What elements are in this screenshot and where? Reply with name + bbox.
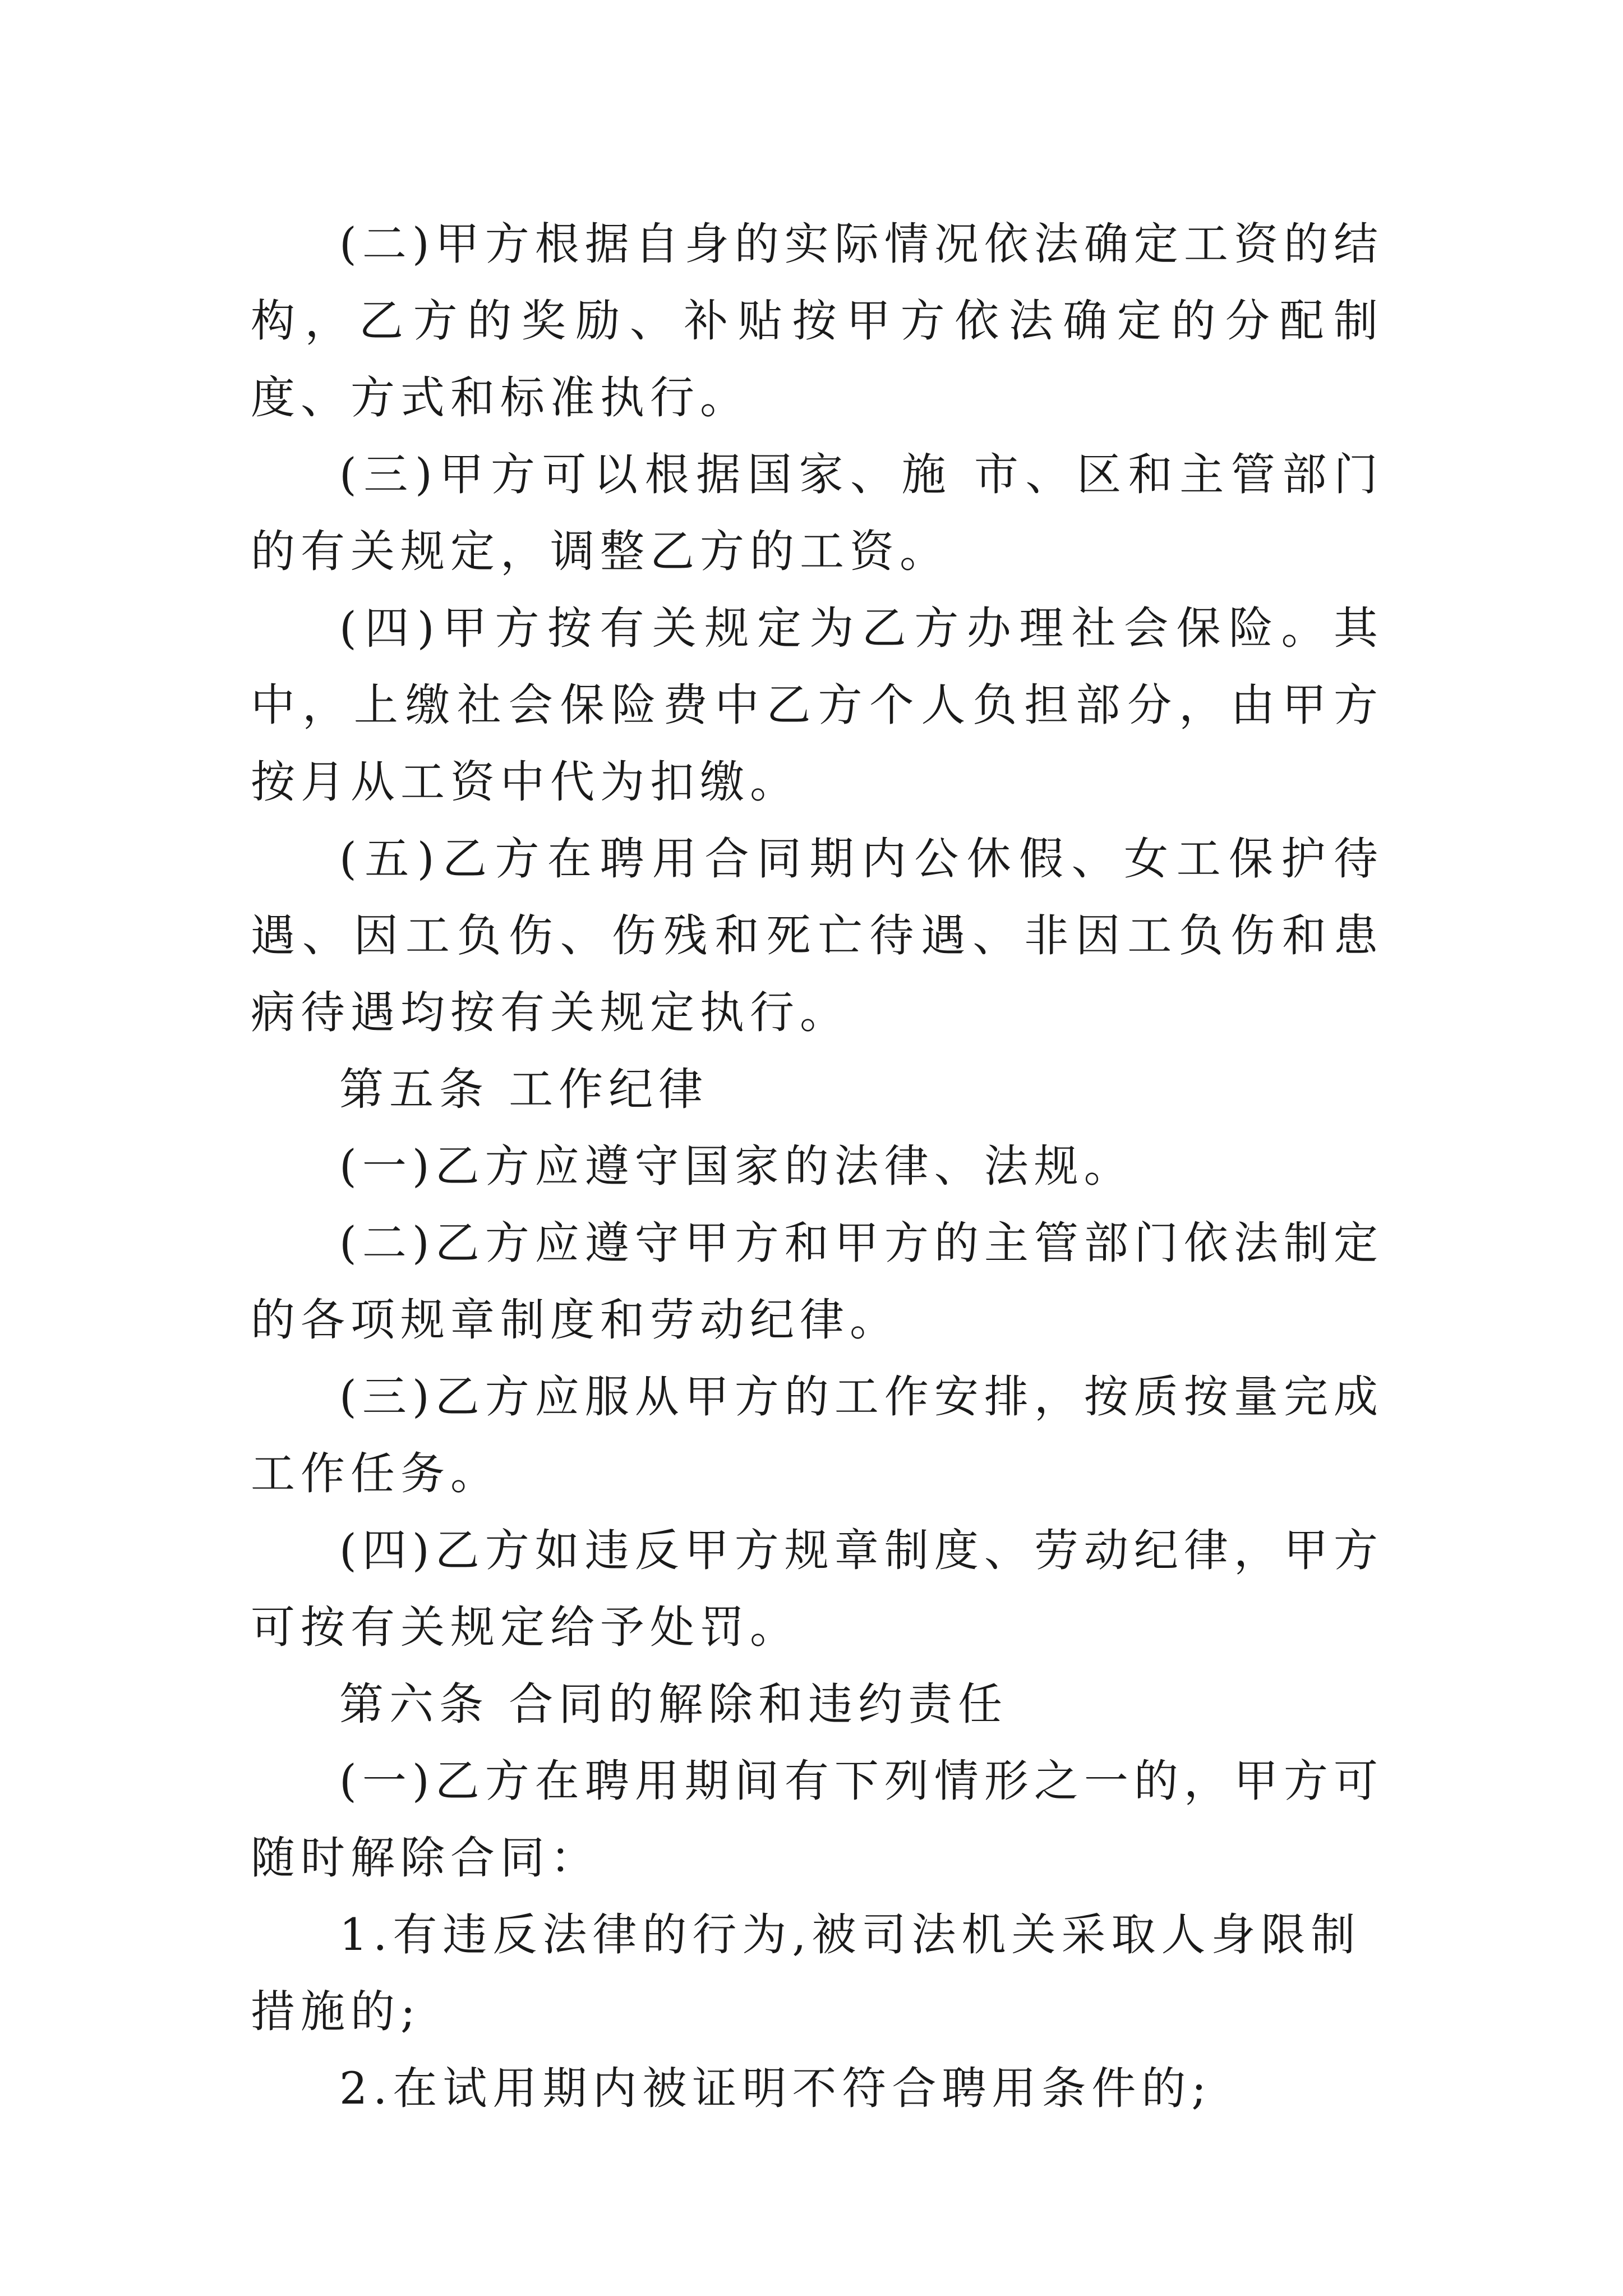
article-heading: 第五条 工作纪律 <box>339 1064 709 1115</box>
document-body <box>251 206 1384 2127</box>
clause-paragraph: (三)甲方可以根据国家、施 市、区和主管部门的有关规定，调整乙方的工资。 <box>251 449 1384 577</box>
clause-paragraph: (三)乙方应服从甲方的工作安排，按质按量完成工作任务。 <box>251 1371 1384 1499</box>
article-heading: 第六条 合同的解除和违约责任 <box>339 1678 1008 1730</box>
clause-paragraph: (一)乙方在聘用期间有下列情形之一的，甲方可随时解除合同： <box>251 1755 1384 1884</box>
clause-paragraph: (一)乙方应遵守国家的法律、法规。 <box>339 1140 1134 1192</box>
clause-paragraph: (四)甲方按有关规定为乙方办理社会保险。其中，上缴社会保险费中乙方个人负担部分，由甲方按月从工资中代为扣缴。 <box>251 602 1384 808</box>
clause-paragraph: (二)乙方应遵守甲方和甲方的主管部门依法制定的各项规章制度和劳动纪律。 <box>251 1217 1384 1346</box>
clause-paragraph: (四)乙方如违反甲方规章制度、劳动纪律，甲方可按有关规定给予处罚。 <box>251 1525 1384 1653</box>
list-item: 2.在试用期内被证明不符合聘用条件的; <box>339 2063 1212 2114</box>
clause-paragraph: (五)乙方在聘用合同期内公休假、女工保护待遇、因工负伤、伤残和死亡待遇、非因工负伤和患病待遇均按有关规定执行。 <box>251 833 1384 1038</box>
clause-paragraph: (二)甲方根据自身的实际情况依法确定工资的结构，乙方的奖励、补贴按甲方依法确定的分配制度、方式和标准执行。 <box>251 218 1384 424</box>
list-item: 1.有违反法律的行为,被司法机关采取人身限制措施的; <box>251 1909 1361 2037</box>
